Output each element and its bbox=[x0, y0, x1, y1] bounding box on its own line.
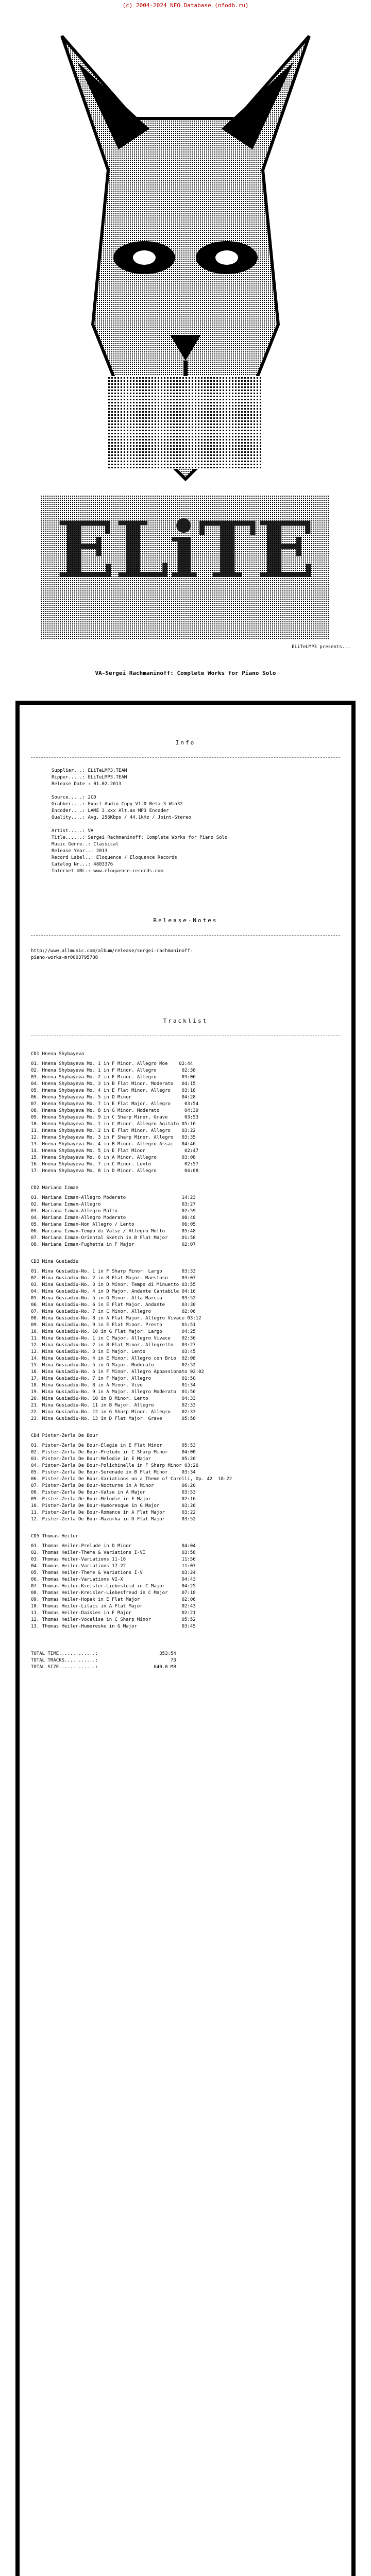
disc-heading: CD4 Pister-Zerla De Bour bbox=[31, 1433, 98, 1438]
track-row: 13. Thomas Heiler-Humoreske in G Major 03:45 bbox=[31, 1624, 196, 1629]
track-row: 17. Mina Gusiadiu-No. 7 in F Major. Allegro 01:50 bbox=[31, 1376, 196, 1381]
release-notes-heading: Release-Notes bbox=[153, 917, 218, 924]
track-row: 09. Thomas Heiler-Hopak in E Flat Major 02:06 bbox=[31, 1597, 196, 1602]
info-top-border bbox=[15, 701, 356, 705]
track-row: 06. Hnena Shybayeva Mo. 5 in D Minor 04:28 bbox=[31, 1095, 196, 1100]
totals-line: TOTAL SIZE.............: 640.0 MB bbox=[31, 1665, 176, 1670]
left-border bbox=[15, 701, 20, 2576]
info-heading: Info bbox=[175, 739, 196, 746]
track-row: 08. Hnena Shybayeva Mo. 8 in G Minor. Moderato 04:39 bbox=[31, 1108, 199, 1113]
track-row: 05. Pister-Zerla De Bour-Serenade in B Flat Minor 03:34 bbox=[31, 1470, 196, 1475]
track-row: 09. Mina Gusiadiu-No. 9 in E Flat Minor. Presto 01:51 bbox=[31, 1323, 196, 1328]
track-row: 04. Mariana Izman-Allegro Moderato 08:48 bbox=[31, 1215, 196, 1221]
track-row: 01. Hnena Shybayeva Mo. 1 in F Minor. Allegro Moe 02:44 bbox=[31, 1061, 193, 1066]
track-row: 01. Pister-Zerla De Bour-Elegie in E Flat Minor 05:53 bbox=[31, 1443, 196, 1448]
track-row: 18. Mina Gusiadiu-No. 8 in A Minor. Vivo 01:34 bbox=[31, 1383, 196, 1388]
disc-heading: CD2 Mariana Izman bbox=[31, 1185, 79, 1191]
cat-ascii-art bbox=[31, 15, 340, 649]
track-row: 06. Mina Gusiadiu-No. 6 in E Flat Major. Andante 03:30 bbox=[31, 1302, 196, 1308]
track-row: 05. Hnena Shybayeva Mo. 4 in E Flat Minor. Allegro 03:18 bbox=[31, 1088, 196, 1093]
track-row: 13. Mina Gusiadiu-No. 3 in E Major. Lento 03:45 bbox=[31, 1349, 196, 1354]
track-row: 02. Thomas Heiler-Theme & Variations I-VI 03:58 bbox=[31, 1550, 196, 1555]
track-row: 15. Hnena Shybayeva Mo. 6 in A Minor. Allegro 03:08 bbox=[31, 1155, 196, 1160]
track-row: 04. Pister-Zerla De Bour-Polichinelle in F Sharp Minor 03:26 bbox=[31, 1463, 199, 1468]
track-row: 12. Pister-Zerla De Bour-Mazurka in D Flat Major 03:52 bbox=[31, 1517, 196, 1522]
track-row: 03. Mina Gusiadiu-No. 3 in D Minor. Tempo di Minuetto 03:55 bbox=[31, 1282, 196, 1287]
info-line: Quality....: Avg. 256Kbps / 44.1kHz / Joint-Stereo bbox=[52, 815, 191, 820]
track-row: 10. Thomas Heiler-Lilacs in A Flat Major 02:43 bbox=[31, 1604, 196, 1609]
track-row: 04. Thomas Heiler-Variations 17-22 11:07 bbox=[31, 1564, 196, 1569]
track-row: 08. Pister-Zerla De Bour-Valse in A Major 03:53 bbox=[31, 1490, 196, 1495]
track-row: 10. Mina Gusiadiu-No. 10 in G Flat Major. Largo 04:25 bbox=[31, 1329, 196, 1334]
track-row: 02. Mina Gusiadiu-No. 2 in B Flat Major. Maestoso 03:07 bbox=[31, 1276, 196, 1281]
info-line: Music Genre..: Classical bbox=[52, 842, 119, 847]
track-row: 03. Hnena Shybayeva Mo. 2 in F Minor. Allegro 03:06 bbox=[31, 1075, 196, 1080]
track-row: 12. Mina Gusiadiu-No. 2 in B Flat Minor. Allegretto 03:27 bbox=[31, 1343, 196, 1348]
info-line: Internet URL.: www.eloquence-records.com bbox=[52, 869, 163, 874]
track-row: 14. Hnena Shybayeva Mo. 5 in E Flat Minor 02:47 bbox=[31, 1148, 199, 1154]
track-row: 07. Mina Gusiadiu-No. 7 in C Minor. Allegro 02:06 bbox=[31, 1309, 196, 1314]
info-line: Supplier...: ELiTeLMP3.TEAM bbox=[52, 768, 127, 773]
track-row: 06. Pister-Zerla De Bour-Variations on a Theme of Corelli, Op. 42 18:22 bbox=[31, 1477, 232, 1482]
info-line: Release Date : 01.02.2013 bbox=[52, 782, 122, 787]
track-row: 15. Mina Gusiadiu-No. 5 in G Major. Moderato 02:52 bbox=[31, 1363, 196, 1368]
track-row: 12. Hnena Shybayeva Mo. 3 in F Sharp Minor. Allegro 03:35 bbox=[31, 1135, 196, 1140]
svg-text:ELiTE: ELiTE bbox=[56, 505, 315, 596]
info-line: Ripper.....: ELiTeLMP3.TEAM bbox=[52, 775, 127, 780]
info-line: Catalog Nr...: 4803376 bbox=[52, 862, 113, 867]
disc-heading: CD1 Hnena Shybayeva bbox=[31, 1052, 84, 1057]
release-note-line: http://www.allmusic.com/album/release/sergei-rachmaninoff- bbox=[31, 948, 193, 954]
track-row: 02. Mariana Izman-Allegro 03:27 bbox=[31, 1202, 196, 1207]
track-row: 11. Mina Gusiadiu-No. 1 in C Major. Allegro Vivace 02:36 bbox=[31, 1336, 196, 1341]
info-divider bbox=[31, 757, 340, 758]
track-row: 05. Thomas Heiler-Theme & Variations I-V 03:24 bbox=[31, 1570, 196, 1575]
track-row: 21. Mina Gusiadiu-No. 11 in B Major. Allegro 02:33 bbox=[31, 1403, 196, 1408]
track-row: 02. Hnena Shybayeva Mo. 1 in F Minor. Allegro 02:38 bbox=[31, 1068, 196, 1073]
track-row: 06. Thomas Heiler-Variations VI-X 04:43 bbox=[31, 1577, 196, 1582]
track-row: 10. Pister-Zerla De Bour-Humoresque in G Major 03:26 bbox=[31, 1503, 196, 1509]
release-notes-divider bbox=[31, 935, 340, 936]
top-banner: (c) 2004-2024 NFO Database (nfodb.ru) bbox=[122, 2, 249, 9]
track-row: 08. Mariana Izman-Fughetta in F Major 02:07 bbox=[31, 1242, 196, 1247]
track-row: 09. Pister-Zerla De Bour-Melodie in E Major 02:16 bbox=[31, 1497, 196, 1502]
track-row: 22. Mina Gusiadiu-No. 12 in G Sharp Minor. Allegro 02:33 bbox=[31, 1410, 196, 1415]
track-row: 03. Thomas Heiler-Variations 11-16 11:56 bbox=[31, 1557, 196, 1562]
track-row: 09. Hnena Shybayeva Mo. 9 in C Sharp Minor. Grave 03:53 bbox=[31, 1115, 199, 1120]
track-row: 07. Hnena Shybayeva Mo. 7 in E Flat Major. Allegro 03:54 bbox=[31, 1101, 199, 1107]
track-row: 06. Mariana Izman-Tempo di Valse / Allegro Molto 05:48 bbox=[31, 1229, 196, 1234]
release-note-line: piano-works-mr0003795708 bbox=[31, 955, 98, 960]
track-row: 10. Hnena Shybayeva Mo. 1 in C Minor. Allegro Agitato 05:16 bbox=[31, 1122, 196, 1127]
track-row: 23. Mina Gusiadiu-No. 13 in D Flat Major. Grave 05:58 bbox=[31, 1416, 196, 1421]
info-line: Artist.....: VA bbox=[52, 828, 94, 834]
track-row: 05. Mina Gusiadiu-No. 5 in G Minor. Alla Marcia 03:52 bbox=[31, 1296, 196, 1301]
track-row: 11. Hnena Shybayeva Mo. 2 in E Flat Minor. Allegro 03:22 bbox=[31, 1128, 196, 1133]
group-tag: ELiTeLMP3 presents... bbox=[292, 645, 350, 650]
track-row: 16. Hnena Shybayeva Mo. 7 in C Minor. Lento 02:57 bbox=[31, 1162, 199, 1167]
track-row: 02. Pister-Zerla De Bour-Prelude in C Sharp Minor 04:00 bbox=[31, 1450, 196, 1455]
track-row: 01. Thomas Heiler-Prelude in D Minor 04:04 bbox=[31, 1544, 196, 1549]
totals-line: TOTAL TIME.............: 353:54 bbox=[31, 1651, 176, 1656]
info-line: Record Label..: Eloquence / Eloquence Records bbox=[52, 855, 177, 860]
track-row: 16. Mina Gusiadiu-No. 6 in F Minor. Allegro Appassionato 02:02 bbox=[31, 1369, 204, 1375]
info-line: Release Year..: 2013 bbox=[52, 849, 108, 854]
right-border bbox=[351, 701, 356, 2576]
track-row: 05. Mariana Izman-Non Allegro / Lento 06:05 bbox=[31, 1222, 196, 1227]
disc-heading: CD3 Mina Gusiadiu bbox=[31, 1259, 79, 1264]
track-row: 08. Thomas Heiler-Kreisler-Liebesfreud in C Major 07:18 bbox=[31, 1590, 196, 1596]
disc-heading: CD5 Thomas Heiler bbox=[31, 1534, 79, 1539]
release-title: VA-Sergei Rachmaninoff: Complete Works for Piano Solo bbox=[95, 670, 276, 676]
track-row: 13. Hnena Shybayeva Mo. 4 in B Minor. Allegro Assai 04:46 bbox=[31, 1142, 196, 1147]
info-line: Grabber....: Exact Audio Copy V1.0 Beta 3 Win32 bbox=[52, 802, 183, 807]
track-row: 01. Mariana Izman-Allegro Moderato 14:23 bbox=[31, 1195, 196, 1200]
track-row: 08. Mina Gusiadiu-No. 8 in A Flat Major. Allegro Vivace 03:12 bbox=[31, 1316, 201, 1321]
track-row: 04. Hnena Shybayeva Mo. 3 in B Flat Minor. Moderato 04:15 bbox=[31, 1081, 196, 1087]
track-row: 07. Mariana Izman-Oriental Sketch in B Flat Major 01:58 bbox=[31, 1235, 196, 1241]
track-row: 03. Pister-Zerla De Bour-Melodie in E Major 05:26 bbox=[31, 1456, 196, 1462]
track-row: 17. Hnena Shybayeva Mo. 8 in D Minor. Allegro 04:08 bbox=[31, 1168, 199, 1174]
tracklist-heading: Tracklist bbox=[163, 1018, 208, 1024]
track-row: 11. Pister-Zerla De Bour-Romance in A Flat Major 03:22 bbox=[31, 1510, 196, 1515]
cat-art-svg bbox=[31, 15, 340, 649]
info-line: Title......: Sergei Rachmaninoff: Complete Works for Piano Solo bbox=[52, 835, 228, 840]
track-row: 20. Mina Gusiadiu-No. 10 in B Minor. Lento 04:33 bbox=[31, 1396, 196, 1401]
track-row: 03. Mariana Izman-Allegro Molto 02:59 bbox=[31, 1209, 196, 1214]
track-row: 04. Mina Gusiadiu-No. 4 in D Major. Andante Cantabile 04:16 bbox=[31, 1289, 196, 1294]
track-row: 07. Pister-Zerla De Bour-Nocturne in A Minor 06:20 bbox=[31, 1483, 196, 1488]
info-line: Encoder....: LAME 3.xxx Alt.as MP3 Encoder bbox=[52, 808, 169, 814]
track-row: 07. Thomas Heiler-Kreisler-Liebesleid in C Major 04:25 bbox=[31, 1584, 196, 1589]
track-row: 11. Thomas Heiler-Daisies in F Major 02:21 bbox=[31, 1611, 196, 1616]
track-row: 19. Mina Gusiadiu-No. 9 in A Major. Allegro Moderato 01:56 bbox=[31, 1389, 196, 1395]
track-row: 01. Mina Gusiadiu-No. 1 in F Sharp Minor. Largo 03:33 bbox=[31, 1269, 196, 1274]
totals-line: TOTAL TRACKS...........: 73 bbox=[31, 1658, 176, 1663]
track-row: 14. Mina Gusiadiu-No. 4 in E Minor. Allegro con Brio 02:08 bbox=[31, 1356, 196, 1361]
track-row: 12. Thomas Heiler-Vocalise in C Sharp Minor 05:52 bbox=[31, 1617, 196, 1622]
info-line: Source.....: 2CD bbox=[52, 795, 96, 800]
